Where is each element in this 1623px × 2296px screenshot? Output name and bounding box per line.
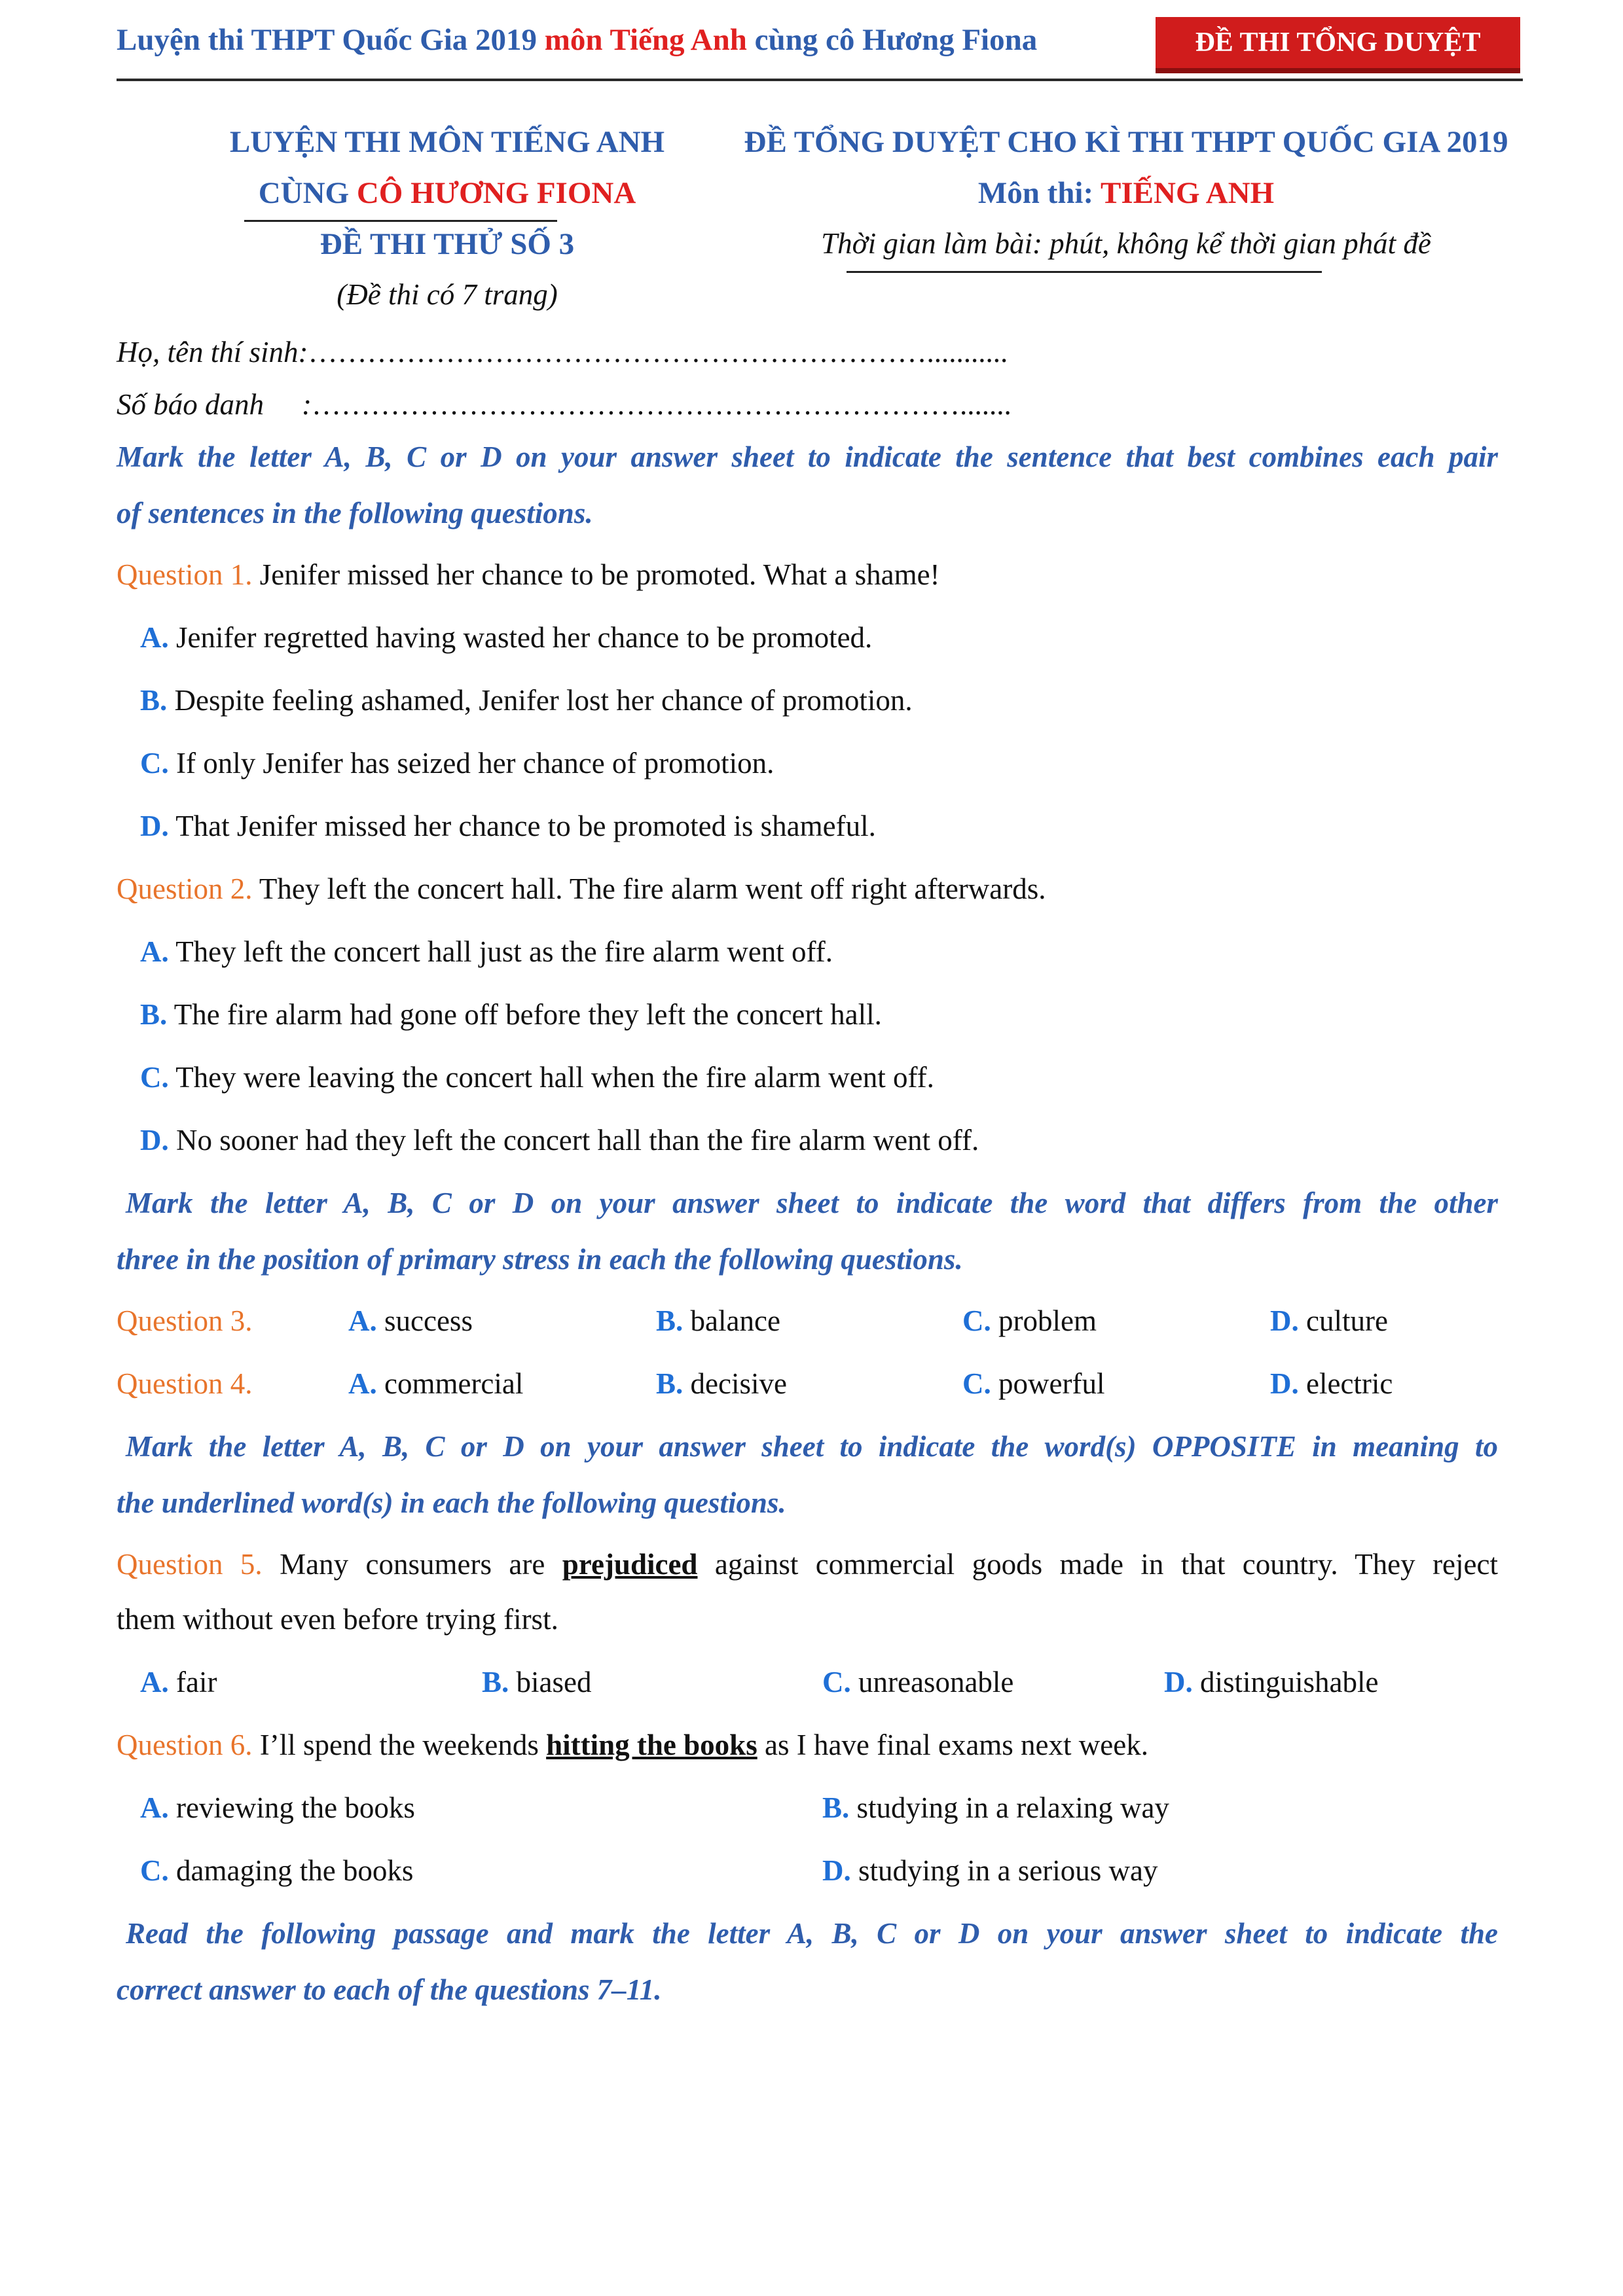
q1-option-c[interactable] — [140, 746, 774, 780]
q2-option-d-letter: D. — [140, 1124, 169, 1157]
q2-option-a[interactable] — [140, 935, 833, 969]
q2-option-c-letter: C. — [140, 1061, 169, 1094]
q3-option-d-text: culture — [1306, 1304, 1388, 1337]
q6-option-a-letter: A. — [140, 1791, 169, 1824]
question-5-text-a: Many consumers are — [262, 1548, 562, 1581]
q6-option-d-letter: D. — [822, 1854, 851, 1887]
q1-option-d-letter: D. — [140, 810, 169, 842]
q4-option-a-letter: A. — [348, 1367, 377, 1400]
exam-number: ĐỀ THI THỬ SỐ 3 — [319, 227, 575, 261]
q3-option-b-text: balance — [690, 1304, 780, 1337]
q6-option-b-letter: B. — [822, 1791, 850, 1824]
q5-option-c[interactable] — [822, 1665, 1013, 1699]
question-1-text: Jenifer missed her chance to be promoted. What a shame! — [252, 558, 940, 591]
left-underline — [244, 220, 557, 222]
q4-option-c[interactable] — [962, 1367, 1104, 1401]
header-divider — [117, 79, 1523, 81]
q2-option-b[interactable] — [140, 997, 882, 1031]
section3-instruction-line1: Mark the letter A, B, C or D on your answer sheet to indicate the word(s) OPPOSITE in meaning to — [126, 1430, 1498, 1463]
q3-option-b[interactable] — [656, 1304, 780, 1338]
q2-option-b-text: The fire alarm had gone off before they left the concert hall. — [173, 998, 882, 1031]
question-6-underlined-phrase: hitting the books — [546, 1729, 757, 1761]
q3-option-c-letter: C. — [962, 1304, 991, 1337]
page-count: (Đề thi có 7 trang) — [337, 278, 558, 311]
q1-option-c-text: If only Jenifer has seized her chance of promotion. — [176, 747, 775, 780]
section3-instruction-line2: the underlined word(s) in each the following questions. — [117, 1486, 786, 1519]
section1-instruction-line1: Mark the letter A, B, C or D on your answer sheet to indicate the sentence that best combines each pair — [117, 440, 1498, 473]
right-line1: ĐỀ TỔNG DUYỆT CHO KÌ THI THPT QUỐC GIA 2019 — [744, 125, 1508, 159]
q1-option-c-letter: C. — [140, 747, 169, 780]
q1-option-b-text: Despite feeling ashamed, Jenifer lost her chance of promotion. — [174, 684, 913, 717]
q6-option-d-text: studying in a serious way — [858, 1854, 1158, 1887]
section2-instruction-line1: Mark the letter A, B, C or D on your answer sheet to indicate the word that differs from the other — [126, 1187, 1498, 1219]
q3-option-c[interactable] — [962, 1304, 1097, 1338]
q2-option-d-text: No sooner had they left the concert hall than the fire alarm went off. — [176, 1124, 979, 1157]
q3-option-b-letter: B. — [656, 1304, 684, 1337]
left-line1: LUYỆN THI MÔN TIẾNG ANH — [229, 125, 665, 159]
question-5-label: Question 5. — [117, 1548, 263, 1581]
q6-option-b[interactable] — [822, 1791, 1169, 1825]
q3-option-a-letter: A. — [348, 1304, 377, 1337]
q1-option-a[interactable] — [140, 620, 872, 655]
left-line2 — [117, 175, 778, 211]
q3-option-d-letter: D. — [1270, 1304, 1299, 1337]
q5-option-c-letter: C. — [822, 1666, 851, 1698]
q2-option-a-letter: A. — [140, 935, 169, 968]
q6-option-b-text: studying in a relaxing way — [856, 1791, 1169, 1824]
candidate-name-dots: ………………………………………………………........... — [308, 336, 1008, 368]
q4-option-a[interactable] — [348, 1367, 523, 1401]
q1-option-d-text: That Jenifer missed her chance to be promoted is shameful. — [175, 810, 876, 842]
section1-instruction-line2: of sentences in the following questions. — [117, 497, 593, 529]
q6-option-a[interactable] — [140, 1791, 415, 1825]
section2-instruction-line2: three in the position of primary stress in each the following questions. — [117, 1243, 963, 1276]
q3-option-d[interactable] — [1270, 1304, 1388, 1338]
q5-option-b-letter: B. — [482, 1666, 509, 1698]
q1-option-d[interactable] — [140, 809, 876, 843]
q4-option-a-text: commercial — [384, 1367, 524, 1400]
q2-option-a-text: They left the concert hall just as the fire alarm went off. — [175, 935, 833, 968]
candidate-name-label: Họ, tên thí sinh: — [117, 336, 308, 368]
candidate-id — [117, 387, 1012, 422]
q2-option-b-letter: B. — [140, 998, 168, 1031]
question-5-line2: them without even before trying first. — [117, 1603, 558, 1636]
question-4-label: Question 4. — [117, 1367, 253, 1400]
q1-option-a-text: Jenifer regretted having wasted her chance to be promoted. — [176, 621, 873, 654]
q5-option-c-text: unreasonable — [858, 1666, 1014, 1698]
q4-option-c-text: powerful — [998, 1367, 1105, 1400]
q6-option-d[interactable] — [822, 1854, 1158, 1888]
q4-option-d[interactable] — [1270, 1367, 1393, 1401]
q5-option-b[interactable] — [482, 1665, 591, 1699]
question-3-label: Question 3. — [117, 1304, 253, 1337]
header-title-part3: cùng cô Hương Fiona — [746, 23, 1038, 57]
left-line2-a: CÙNG — [258, 176, 357, 210]
candidate-id-dots: …………………………………………………………....... — [312, 388, 1012, 421]
q5-option-d-letter: D. — [1164, 1666, 1193, 1698]
right-line2 — [697, 175, 1555, 211]
q1-option-a-letter: A. — [140, 621, 169, 654]
q5-option-a[interactable] — [140, 1665, 217, 1699]
question-5-underlined-word: prejudiced — [562, 1548, 698, 1581]
candidate-id-colon: : — [302, 388, 312, 421]
q1-option-b[interactable] — [140, 683, 913, 717]
q1-option-b-letter: B. — [140, 684, 168, 717]
time-allowed: Thời gian làm bài: phút, không kể thời gian phát đề — [821, 227, 1431, 260]
q4-option-d-letter: D. — [1270, 1367, 1299, 1400]
question-6-label: Question 6. — [117, 1729, 253, 1761]
section4-instruction-line1: Read the following passage and mark the letter A, B, C or D on your answer sheet to indicate the — [126, 1917, 1498, 1950]
right-underline — [847, 271, 1322, 273]
q6-option-c-letter: C. — [140, 1854, 169, 1887]
header-title-part1: Luyện thi THPT Quốc Gia 2019 — [117, 23, 545, 57]
q4-option-b-letter: B. — [656, 1367, 684, 1400]
q3-option-c-text: problem — [998, 1304, 1097, 1337]
candidate-name — [117, 335, 1008, 369]
q5-option-d-text: distinguishable — [1200, 1666, 1379, 1698]
q6-option-a-text: reviewing the books — [176, 1791, 415, 1824]
header-title-subject: môn Tiếng Anh — [544, 23, 747, 57]
q4-option-d-text: electric — [1306, 1367, 1393, 1400]
question-6-text-b: as I have final exams next week. — [757, 1729, 1148, 1761]
question-1 — [117, 558, 940, 592]
question-6-text-a: I’ll spend the weekends — [252, 1729, 547, 1761]
q3-option-a[interactable] — [348, 1304, 473, 1338]
q4-option-b[interactable] — [656, 1367, 787, 1401]
q4-option-b-text: decisive — [690, 1367, 787, 1400]
question-1-label: Question 1. — [117, 558, 253, 591]
question-2-label: Question 2. — [117, 872, 253, 905]
right-line2-a: Môn thi: — [977, 176, 1101, 210]
header-badge: ĐỀ THI TỔNG DUYỆT — [1156, 17, 1520, 73]
question-2-text: They left the concert hall. The fire alarm went off right afterwards. — [252, 872, 1046, 905]
left-line2-b: CÔ HƯƠNG FIONA — [356, 176, 636, 210]
q5-option-b-text: biased — [516, 1666, 592, 1698]
q4-option-c-letter: C. — [962, 1367, 991, 1400]
q6-option-c-text: damaging the books — [176, 1854, 414, 1887]
question-6 — [117, 1728, 1148, 1762]
q2-option-d[interactable] — [140, 1123, 979, 1157]
q6-option-c[interactable] — [140, 1854, 413, 1888]
q5-option-a-letter: A. — [140, 1666, 169, 1698]
right-line2-b: TIẾNG ANH — [1101, 176, 1275, 210]
q5-option-d[interactable] — [1164, 1665, 1378, 1699]
candidate-id-label: Số báo danh — [117, 388, 264, 421]
header-title — [117, 22, 1037, 58]
question-5 — [117, 1547, 1498, 1581]
q2-option-c[interactable] — [140, 1060, 934, 1094]
question-5-text-b: against commercial goods made in that country. They reject — [697, 1548, 1498, 1581]
q5-option-a-text: fair — [176, 1666, 217, 1698]
question-2 — [117, 872, 1046, 906]
q3-option-a-text: success — [384, 1304, 473, 1337]
section4-instruction-line2: correct answer to each of the questions 7–11. — [117, 1973, 662, 2006]
q2-option-c-text: They were leaving the concert hall when the fire alarm went off. — [175, 1061, 934, 1094]
